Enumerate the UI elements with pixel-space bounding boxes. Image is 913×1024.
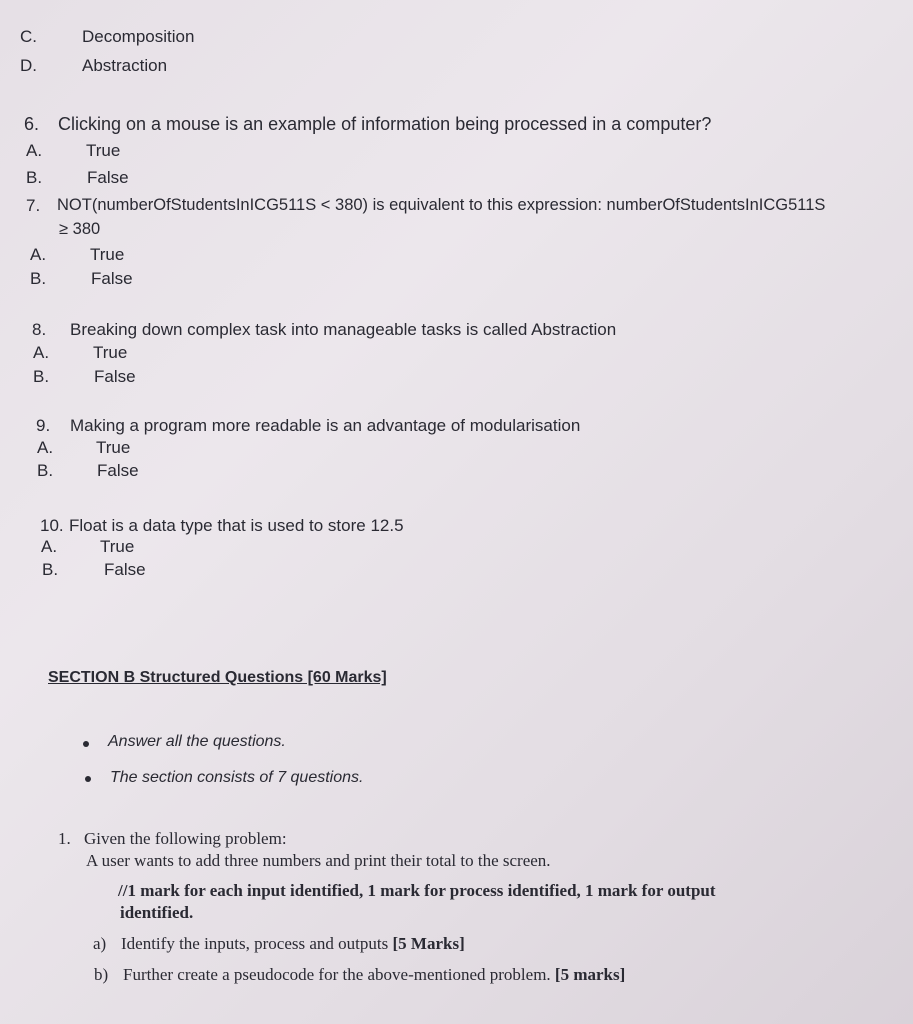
question-8-option-b-letter: B. xyxy=(33,367,50,386)
question-9-text: Making a program more readable is an advantage of modularisation xyxy=(70,416,581,435)
question-8-option-a-letter: A. xyxy=(33,343,50,362)
question-6-number: 6. xyxy=(24,114,40,134)
question-6-text: Clicking on a mouse is an example of information being processed in a computer? xyxy=(58,114,712,134)
question-7-option-b-letter: B. xyxy=(30,269,47,288)
option-text-decomposition: Decomposition xyxy=(82,27,195,46)
instruction-answer-all: Answer all the questions. xyxy=(108,733,286,750)
question-10-text: Float is a data type that is used to store 12.5 xyxy=(69,516,404,535)
part-a-label: a) xyxy=(93,934,107,953)
question-9-option-a-text: True xyxy=(96,438,131,457)
question-10-option-b-letter: B. xyxy=(42,560,59,579)
structured-question-1-intro: Given the following problem: xyxy=(84,829,287,848)
question-10-number: 10. xyxy=(40,516,64,535)
question-6-option-a-text: True xyxy=(86,141,121,160)
question-10-option-b-text: False xyxy=(104,560,146,579)
option-letter-d: D. xyxy=(20,56,37,75)
question-9-number: 9. xyxy=(36,416,51,435)
instruction-section-count: The section consists of 7 questions. xyxy=(110,769,364,786)
structured-question-1-number: 1. xyxy=(58,829,71,848)
question-8-number: 8. xyxy=(32,320,47,339)
question-6-option-b-text: False xyxy=(87,168,129,187)
question-8-option-a-text: True xyxy=(93,343,128,362)
marking-scheme-line-2: identified. xyxy=(120,903,194,922)
question-6-option-a-letter: A. xyxy=(26,141,43,160)
marking-scheme-line-1: //1 mark for each input identified, 1 mark for process identified, 1 mark for output xyxy=(118,881,716,900)
bullet-dot xyxy=(83,741,89,747)
question-9-option-b-letter: B. xyxy=(37,461,54,480)
bullet-dot xyxy=(85,776,91,782)
question-9-option-b-text: False xyxy=(97,461,139,480)
part-b-text: Further create a pseudocode for the above-mentioned problem. [5 marks] xyxy=(123,965,626,984)
part-a-marks: [5 Marks] xyxy=(392,934,465,953)
question-8-option-b-text: False xyxy=(94,367,136,386)
part-a-text: Identify the inputs, process and outputs [5 Marks] xyxy=(121,934,465,953)
structured-question-1-problem: A user wants to add three numbers and print their total to the screen. xyxy=(86,851,551,870)
part-b-label: b) xyxy=(94,965,109,984)
question-7-text-continued: ≥ 380 xyxy=(59,220,101,238)
section-b-title: SECTION B Structured Questions [60 Marks] xyxy=(48,669,387,686)
question-7-number: 7. xyxy=(26,196,41,215)
question-7-option-a-text: True xyxy=(90,245,125,264)
option-letter-c: C. xyxy=(20,27,37,46)
question-6-option-b-letter: B. xyxy=(26,168,43,187)
question-7-option-a-letter: A. xyxy=(30,245,47,264)
question-7-option-b-text: False xyxy=(91,269,133,288)
question-7-text: NOT(numberOfStudentsInICG511S < 380) is equivalent to this expression: numberOfStudentsInICG511S xyxy=(57,196,826,214)
question-8-text: Breaking down complex task into manageable tasks is called Abstraction xyxy=(70,320,617,339)
question-9-option-a-letter: A. xyxy=(37,438,54,457)
option-text-abstraction: Abstraction xyxy=(82,56,168,75)
part-b-marks: [5 marks] xyxy=(554,965,626,984)
question-10-option-a-text: True xyxy=(100,537,135,556)
question-10-option-a-letter: A. xyxy=(41,537,58,556)
